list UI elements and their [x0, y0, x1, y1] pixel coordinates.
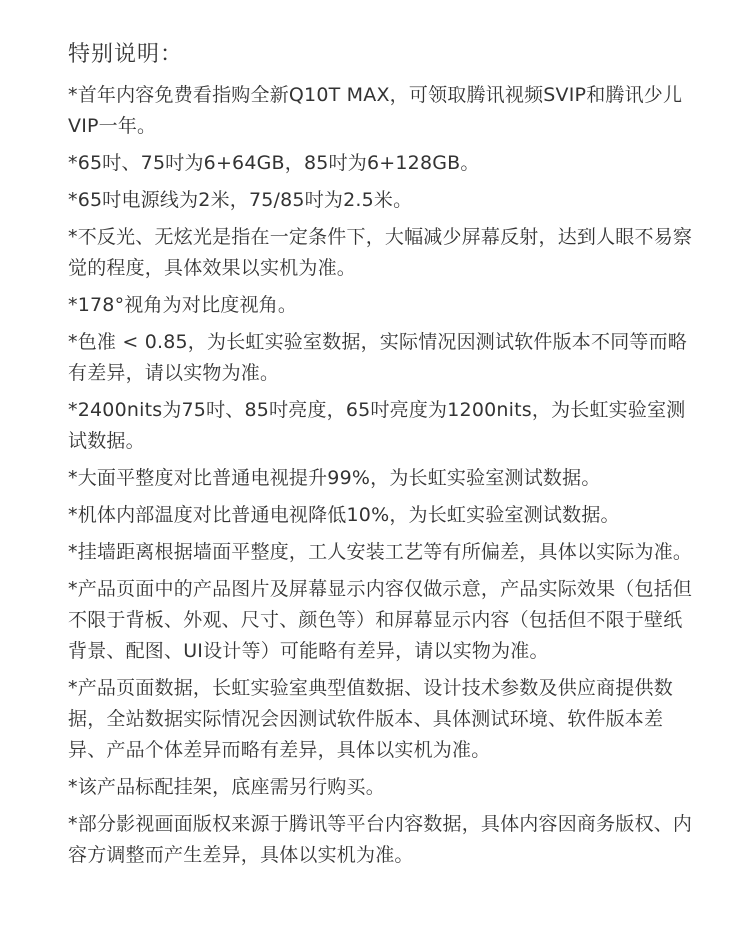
note-item: *首年内容免费看指购全新Q10T MAX，可领取腾讯视频SVIP和腾讯少儿VIP一年。 [68, 84, 683, 137]
notes-list [68, 80, 694, 871]
note-item: *65吋、75吋为6+64GB，85吋为6+128GB。 [68, 152, 480, 174]
note-item: *产品页面数据，长虹实验室典型值数据、设计技术参数及供应商提供数据，全站数据实际情况会因测试软件版本、具体测试环境、软件版本差异、产品个体差异而略有差异，具体以实机为准。 [68, 677, 673, 761]
note-item: *不反光、无炫光是指在一定条件下，大幅减少屏幕反射，达到人眼不易察觉的程度，具体效果以实机为准。 [68, 226, 693, 279]
note-item: *挂墙距离根据墙面平整度，工人安装工艺等有所偏差，具体以实际为准。 [68, 541, 693, 563]
note-item: *大面平整度对比普通电视提升99%，为长虹实验室测试数据。 [68, 467, 601, 489]
note-item: *该产品标配挂架，底座需另行购买。 [68, 776, 385, 798]
page-title: 特别说明： [68, 42, 184, 67]
note-item: *部分影视画面版权来源于腾讯等平台内容数据，具体内容因商务版权、内容方调整而产生差异，具体以实机为准。 [68, 813, 693, 866]
note-item: *178°视角为对比度视角。 [68, 294, 298, 316]
note-item: *色准 < 0.85，为长虹实验室数据，实际情况因测试软件版本不同等而略有差异，请以实物为准。 [68, 331, 688, 384]
note-item: *机体内部温度对比普通电视降低10%，为长虹实验室测试数据。 [68, 504, 620, 526]
note-item: *65吋电源线为2米，75/85吋为2.5米。 [68, 189, 413, 211]
note-item: *2400nits为75吋、85吋亮度，65吋亮度为1200nits，为长虹实验室测试数据。 [68, 399, 686, 452]
note-item: *产品页面中的产品图片及屏幕显示内容仅做示意，产品实际效果（包括但不限于背板、外观、尺寸、颜色等）和屏幕显示内容（包括但不限于壁纸背景、配图、UI设计等）可能略有差异，请以实物为准。 [68, 578, 693, 662]
